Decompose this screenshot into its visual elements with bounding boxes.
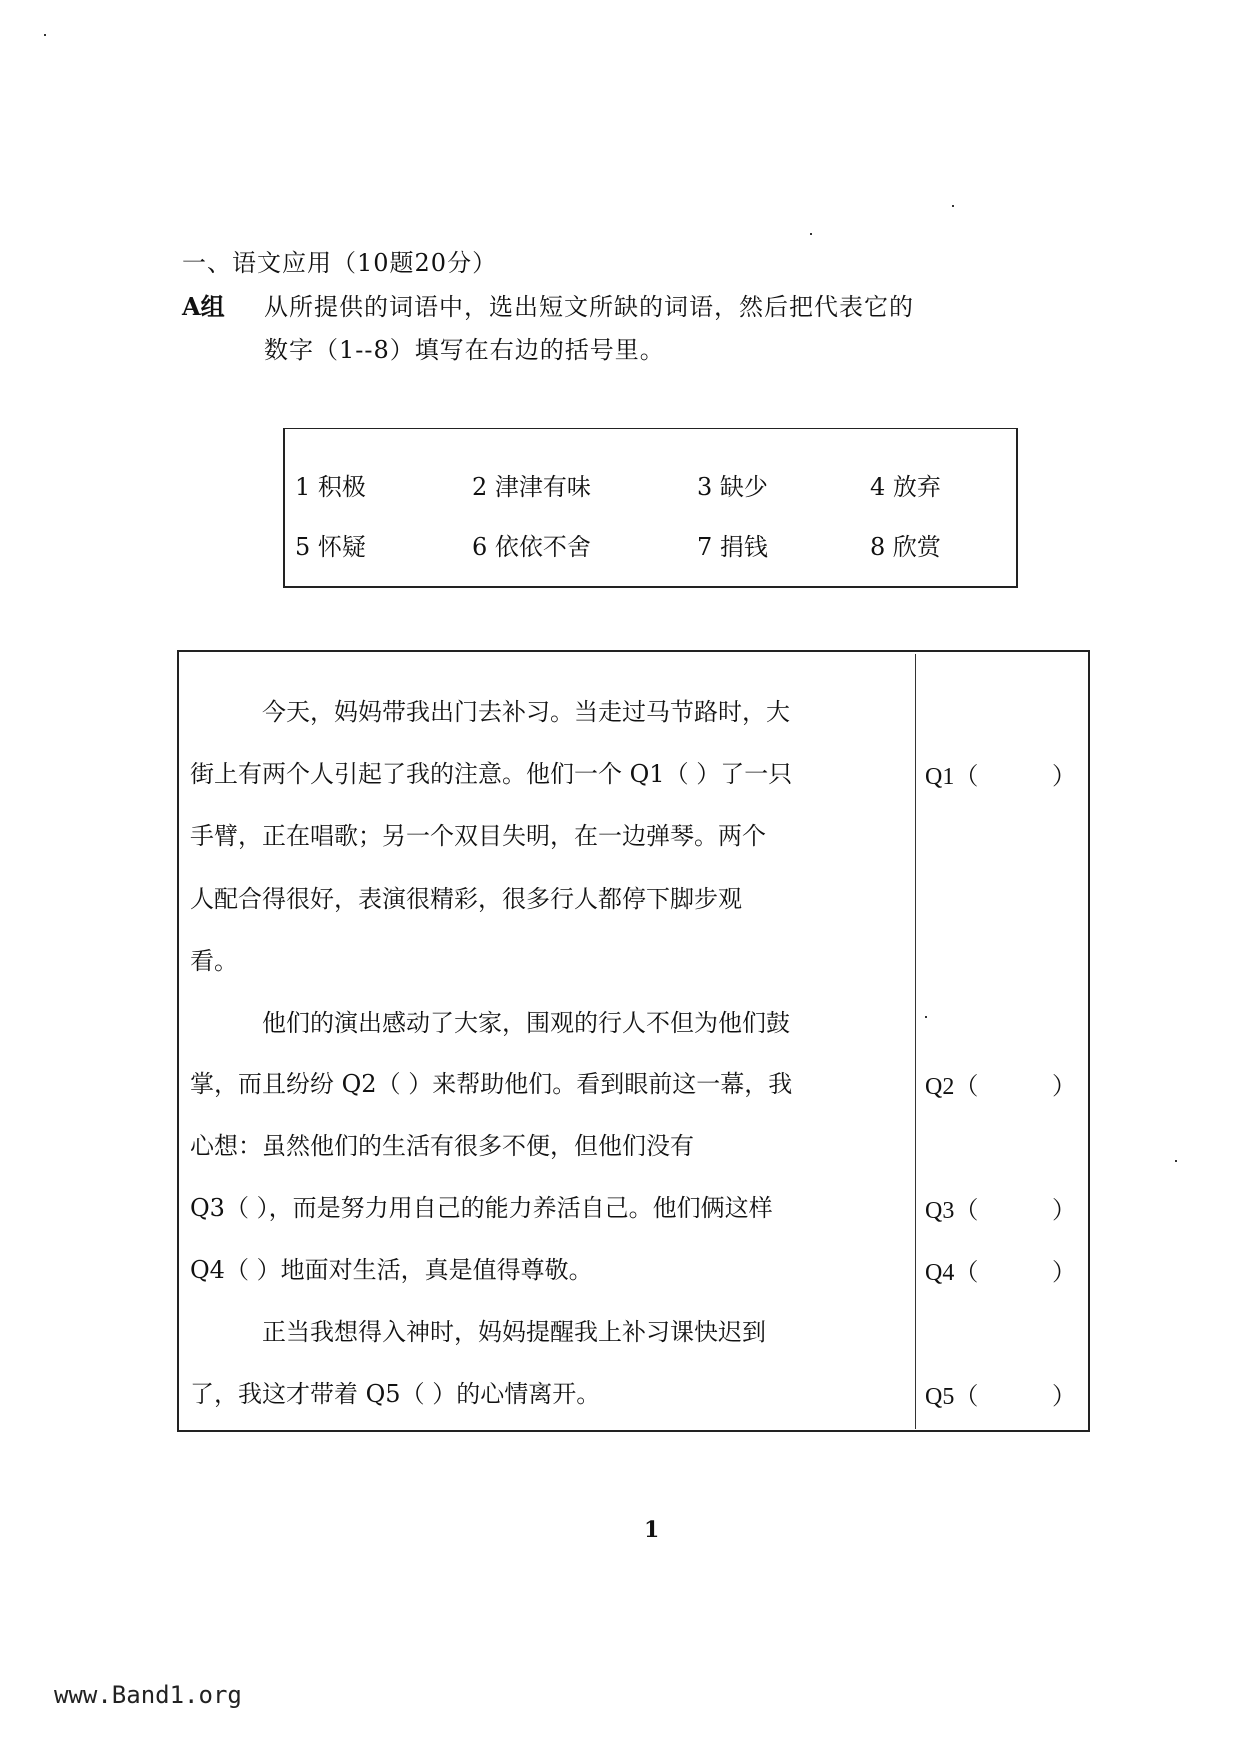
answer-label-q3: Q3（: [925, 1198, 979, 1224]
group-label: A组: [182, 292, 225, 321]
watermark-text: www.Band1.org: [54, 1681, 242, 1709]
answer-blank-q2[interactable]: ）: [1052, 1074, 1076, 1100]
word-option: 1 积极: [295, 473, 366, 501]
scan-speck: [44, 34, 46, 36]
instruction-line-2: 数字（1--8）填写在右边的括号里。: [264, 336, 665, 364]
scan-speck: [1175, 1160, 1177, 1162]
answer-label-q1: Q1（: [925, 764, 979, 790]
answer-label-q4: Q4（: [925, 1260, 979, 1286]
answer-label-q2: Q2（: [925, 1074, 979, 1100]
instruction-line-1: 从所提供的词语中，选出短文所缺的词语，然后把代表它的: [264, 293, 914, 321]
answer-blank-q5[interactable]: ）: [1052, 1384, 1076, 1410]
answer-label-q5: Q5（: [925, 1384, 979, 1410]
answer-blank-q3[interactable]: ）: [1052, 1198, 1076, 1224]
answer-blank-q1[interactable]: ）: [1052, 764, 1076, 790]
passage-line: 他们的演出感动了大家，围观的行人不但为他们鼓: [262, 1009, 790, 1037]
page-number: 1: [644, 1517, 660, 1543]
passage-line: 正当我想得入神时，妈妈提醒我上补习课快迟到: [262, 1318, 766, 1346]
word-option: 2 津津有味: [472, 473, 591, 501]
passage-line: 掌，而且纷纷 Q2（ ）来帮助他们。看到眼前这一幕，我: [190, 1070, 793, 1098]
word-option: 6 依依不舍: [472, 533, 591, 561]
passage-line: Q4（ ）地面对生活，真是值得尊敬。: [190, 1256, 593, 1284]
scan-speck: [810, 233, 812, 235]
passage-line: 了，我这才带着 Q5（ ）的心情离开。: [190, 1380, 601, 1408]
word-option: 3 缺少: [697, 473, 768, 501]
answer-blank-q4[interactable]: ）: [1052, 1260, 1076, 1286]
passage-line: 看。: [190, 947, 238, 975]
word-option: 7 捐钱: [697, 533, 768, 561]
passage-line: 手臂，正在唱歌；另一个双目失明，在一边弹琴。两个: [190, 822, 766, 850]
passage-line: 街上有两个人引起了我的注意。他们一个 Q1（ ）了一只: [190, 760, 793, 788]
answer-column-divider: [915, 654, 919, 1429]
word-option: 8 欣赏: [870, 533, 941, 561]
passage-line: 今天，妈妈带我出门去补习。当走过马节路时，大: [262, 698, 790, 726]
passage-line: Q3（ ），而是努力用自己的能力养活自己。他们俩这样: [190, 1194, 773, 1222]
word-option: 5 怀疑: [295, 533, 366, 561]
scan-speck: [952, 205, 954, 207]
word-option: 4 放弃: [870, 473, 941, 501]
passage-line: 人配合得很好，表演很精彩，很多行人都停下脚步观: [190, 885, 742, 913]
section-title: 一、语文应用（10题20分）: [182, 249, 498, 277]
passage-line: 心想：虽然他们的生活有很多不便，但他们没有: [190, 1132, 694, 1160]
word-bank-box: [283, 428, 1018, 588]
